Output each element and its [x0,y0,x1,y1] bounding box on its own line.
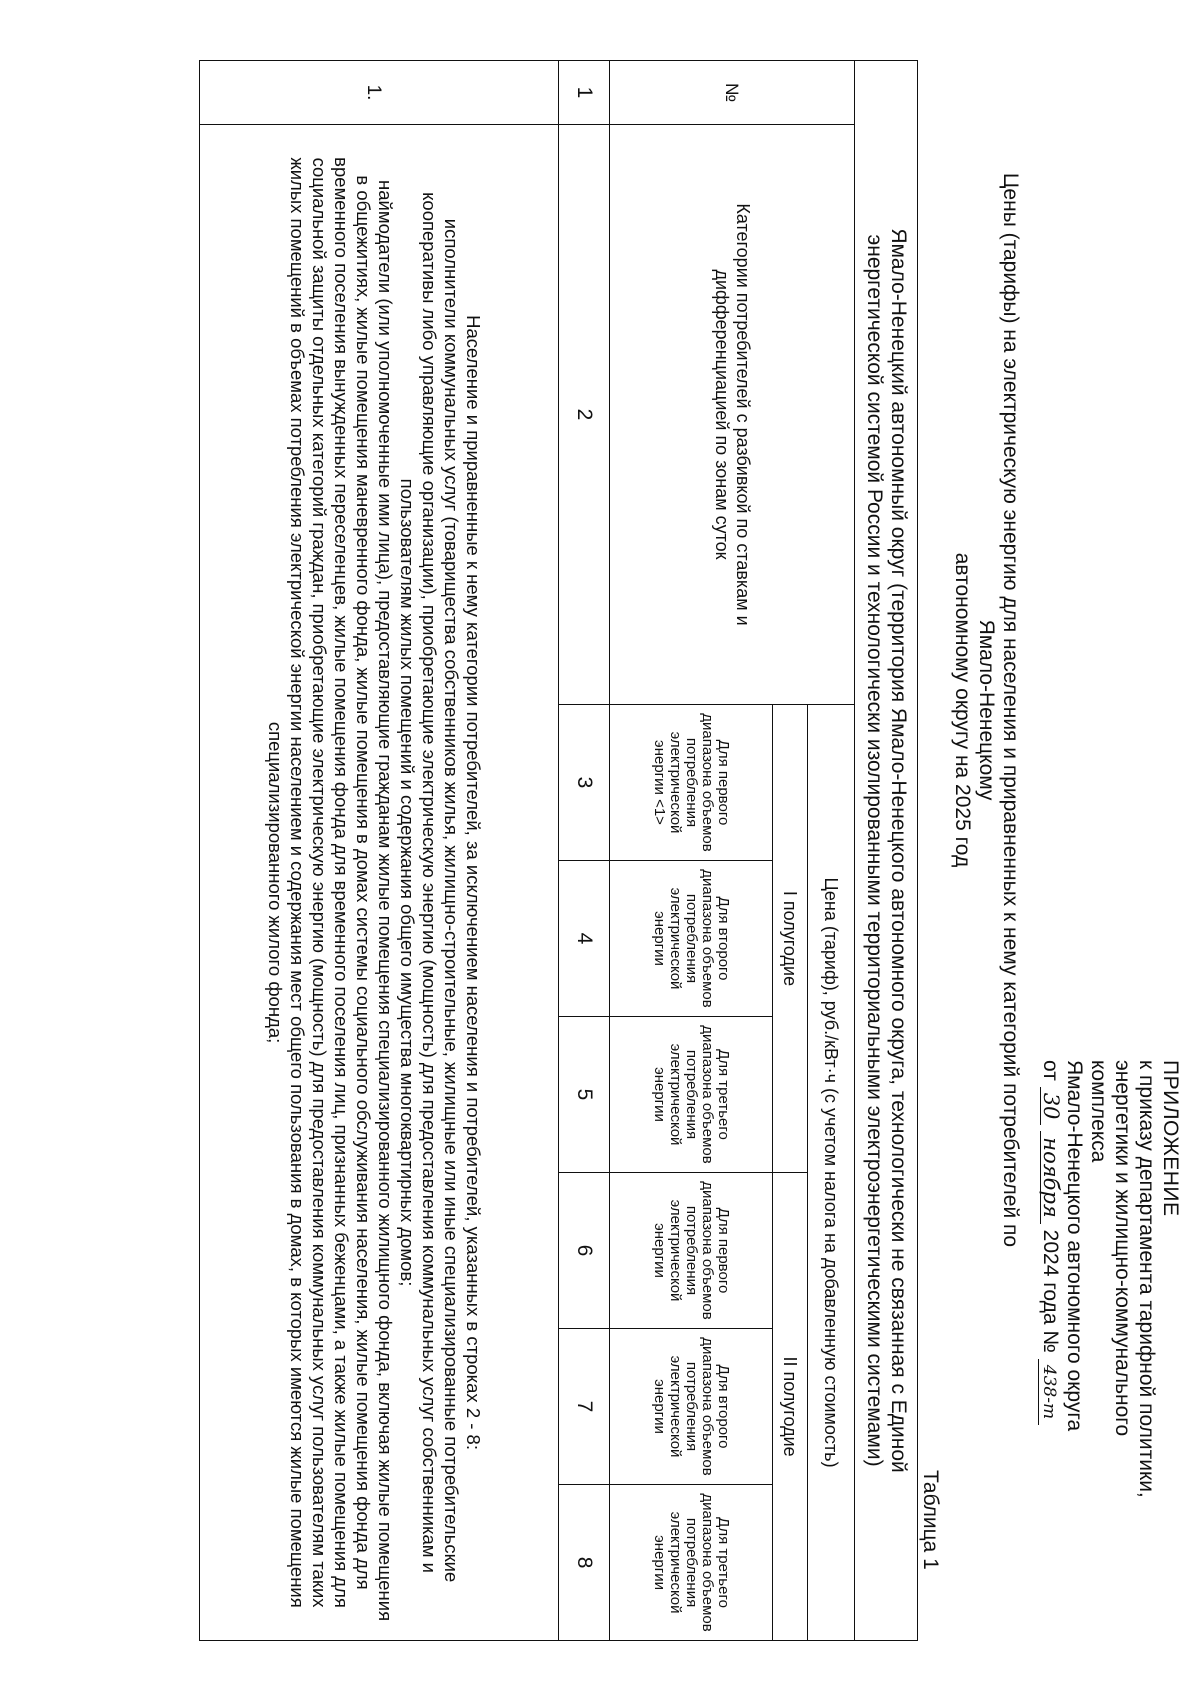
appendix-block [1038,1060,1182,1520]
appendix-line: энергетики и жилищно-коммунального [1111,1060,1134,1437]
header-range-cell: Для третьего диапазона объемов потребления электрической энергии [610,1485,773,1641]
header-price: Цена (тариф), руб./кВт·ч (с учетом налога на добавленную стоимость) [808,705,855,1641]
header-category: Категории потребителей с разбивкой по ставкам и дифференциацией по зонам суток [610,125,855,705]
column-index-row [559,61,610,1641]
appendix-date-line [1038,1060,1062,1520]
column-index-cell: 8 [559,1485,610,1641]
region-line: Ямало-Ненецкий автономный округ (территория Ямало-Ненецкого автономного округа, технологически не связанная с Единой [887,228,910,1473]
column-index-cell: 2 [559,125,610,705]
header-range-cell: Для третьего диапазона объемов потребления электрической энергии [610,1017,773,1173]
row-number: 1. [200,61,559,125]
column-index-cell: 5 [559,1017,610,1173]
header-range-cell: Для второго диапазона объемов потребления электрической энергии [610,1329,773,1485]
appendix-line: комплекса [1087,1060,1110,1163]
column-index-cell: 7 [559,1329,610,1485]
column-index-cell: 4 [559,861,610,1017]
table-number: Таблица 1 [919,1470,942,1570]
column-index-cell: 3 [559,705,610,861]
title-line: автономному округу на 2025 год [951,552,974,868]
handwritten-day: 30 [1040,1087,1061,1126]
row-description [200,125,559,1641]
header-number: № [610,61,855,125]
row-paragraph: Население и приравненные к нему категории потребителей, за исключением населения и потребителей, указанных в строках 2 - 8: [463,315,484,1450]
title-line: Цены (тарифы) на электрическую энергию для населения и приравненных к нему категорий потребителей по Ямало-Ненецкому [975,172,1022,1248]
row-paragraph: наймодатели (или уполномоченные ими лица), предоставляющие гражданам жилые помещения специализированного жилищного фонда, включая жилые помещения в общежитиях, жилые помещения маневренного фонда, жилые помещения в домах системы социального обслуживания населения, жилые помещения фонда для временного поселения вынужденных переселенцев, жилые помещения фонда для временного поселения лиц, признанных беженцами, а также жилые помещения для социальной защиты отдельных категорий граждан, приобретающие электрическую энергию (мощность) для предоставления коммунальных услуг пользователям таких жилых помещений в объемах потребления электрической энергии населением и содержания мест общего пользования в домах, в которых имеются жилые помещения специализированного жилого фонда; [265,157,396,1622]
column-index-cell: 1 [559,61,610,125]
region-line: энергетической системой России и технологически изолированными территориальными электроэнергетическими системами) [863,234,886,1467]
region-row [855,61,918,1641]
header-half-2: II полугодие [773,1173,808,1641]
table-row [200,61,559,1641]
date-prefix: от [1039,1060,1062,1081]
appendix-line: Ямало-Ненецкого автономного округа [1063,1060,1086,1432]
appendix-heading: ПРИЛОЖЕНИЕ [1159,1060,1182,1217]
date-year-text: 2024 года № [1039,1229,1062,1353]
handwritten-order-number: 438-т [1038,1359,1059,1425]
header-half-1: I полугодие [773,705,808,1173]
header-range-cell: Для второго диапазона объемов потребления электрической энергии [610,861,773,1017]
document-title [950,140,1022,1280]
header-range-cell: Для первого диапазона объемов потребления электрической энергии <1> [610,705,773,861]
column-index-cell: 6 [559,1173,610,1329]
region-cell [855,61,918,1641]
appendix-line: к приказу департамента тарифной политики, [1135,1060,1158,1498]
handwritten-month: ноября [1040,1131,1061,1224]
row-paragraph: исполнители коммунальных услуг (товарищества собственников жилья, жилищно-строительные, жилищные или иные специализированные потребительские кооперативы либо управляющие организации), приобретающие электрическую энергию (мощность) для предоставления коммунальных услуг собственникам и пользователям жилых помещений и содержания общего имущества многоквартирных домов; [397,192,462,1583]
header-range-cell: Для первого диапазона объемов потребления электрической энергии [610,1173,773,1329]
tariff-table [199,60,918,1641]
header-row-price [808,61,855,1641]
